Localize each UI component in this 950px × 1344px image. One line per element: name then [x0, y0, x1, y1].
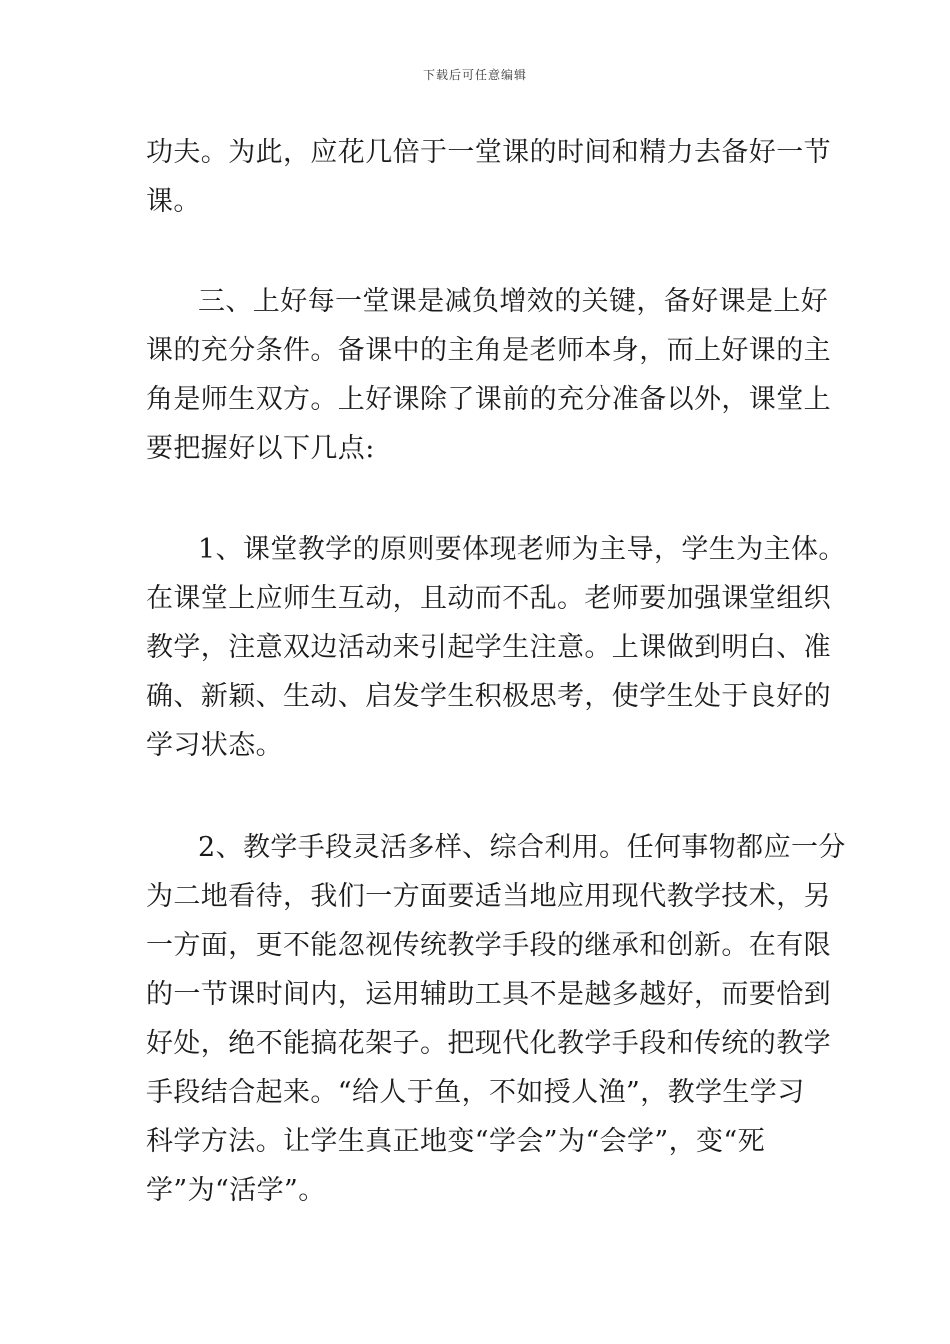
paragraph-point-one	[146, 525, 846, 770]
paragraph-point-two	[146, 823, 846, 1215]
text-line: 课的充分条件。备课中的主角是老师本身，而上好课的主	[146, 335, 831, 366]
text-line: 2、教学手段灵活多样、综合利用。任何事物都应一分	[198, 832, 846, 863]
text-line: 学”为“活学”。	[146, 1175, 326, 1206]
text-line: 的一节课时间内，运用辅助工具不是越多越好，而要恰到	[146, 979, 831, 1010]
text-line: 角是师生双方。上好课除了课前的充分准备以外，课堂上	[146, 384, 831, 415]
text-line: 确、新颖、生动、启发学生积极思考，使学生处于良好的	[146, 681, 831, 712]
text-line: 好处，绝不能搞花架子。把现代化教学手段和传统的教学	[146, 1028, 831, 1059]
text-line: 科学方法。让学生真正地变“学会”为“会学”，变“死	[146, 1126, 766, 1157]
text-line: 在课堂上应师生互动，且动而不乱。老师要加强课堂组织	[146, 583, 831, 614]
text-line: 为二地看待，我们一方面要适当地应用现代教学技术，另	[146, 881, 831, 912]
paragraph-continuation	[146, 128, 831, 226]
paragraph-section-three	[146, 277, 831, 473]
text-line: 教学，注意双边活动来引起学生注意。上课做到明白、准	[146, 632, 831, 663]
text-line: 手段结合起来。“给人于鱼，不如授人渔”，教学生学习	[146, 1077, 805, 1108]
text-line: 课。	[146, 186, 201, 217]
text-line: 要把握好以下几点:	[146, 433, 375, 464]
text-line: 三、上好每一堂课是减负增效的关键，备好课是上好	[198, 286, 829, 317]
text-line: 功夫。为此，应花几倍于一堂课的时间和精力去备好一节	[146, 137, 831, 168]
text-line: 学习状态。	[146, 730, 283, 761]
text-line: 一方面，更不能忽视传统教学手段的继承和创新。在有限	[146, 930, 831, 961]
page-header: 下载后可任意编辑	[422, 68, 527, 82]
text-line: 1、课堂教学的原则要体现老师为主导，学生为主体。	[198, 534, 846, 565]
